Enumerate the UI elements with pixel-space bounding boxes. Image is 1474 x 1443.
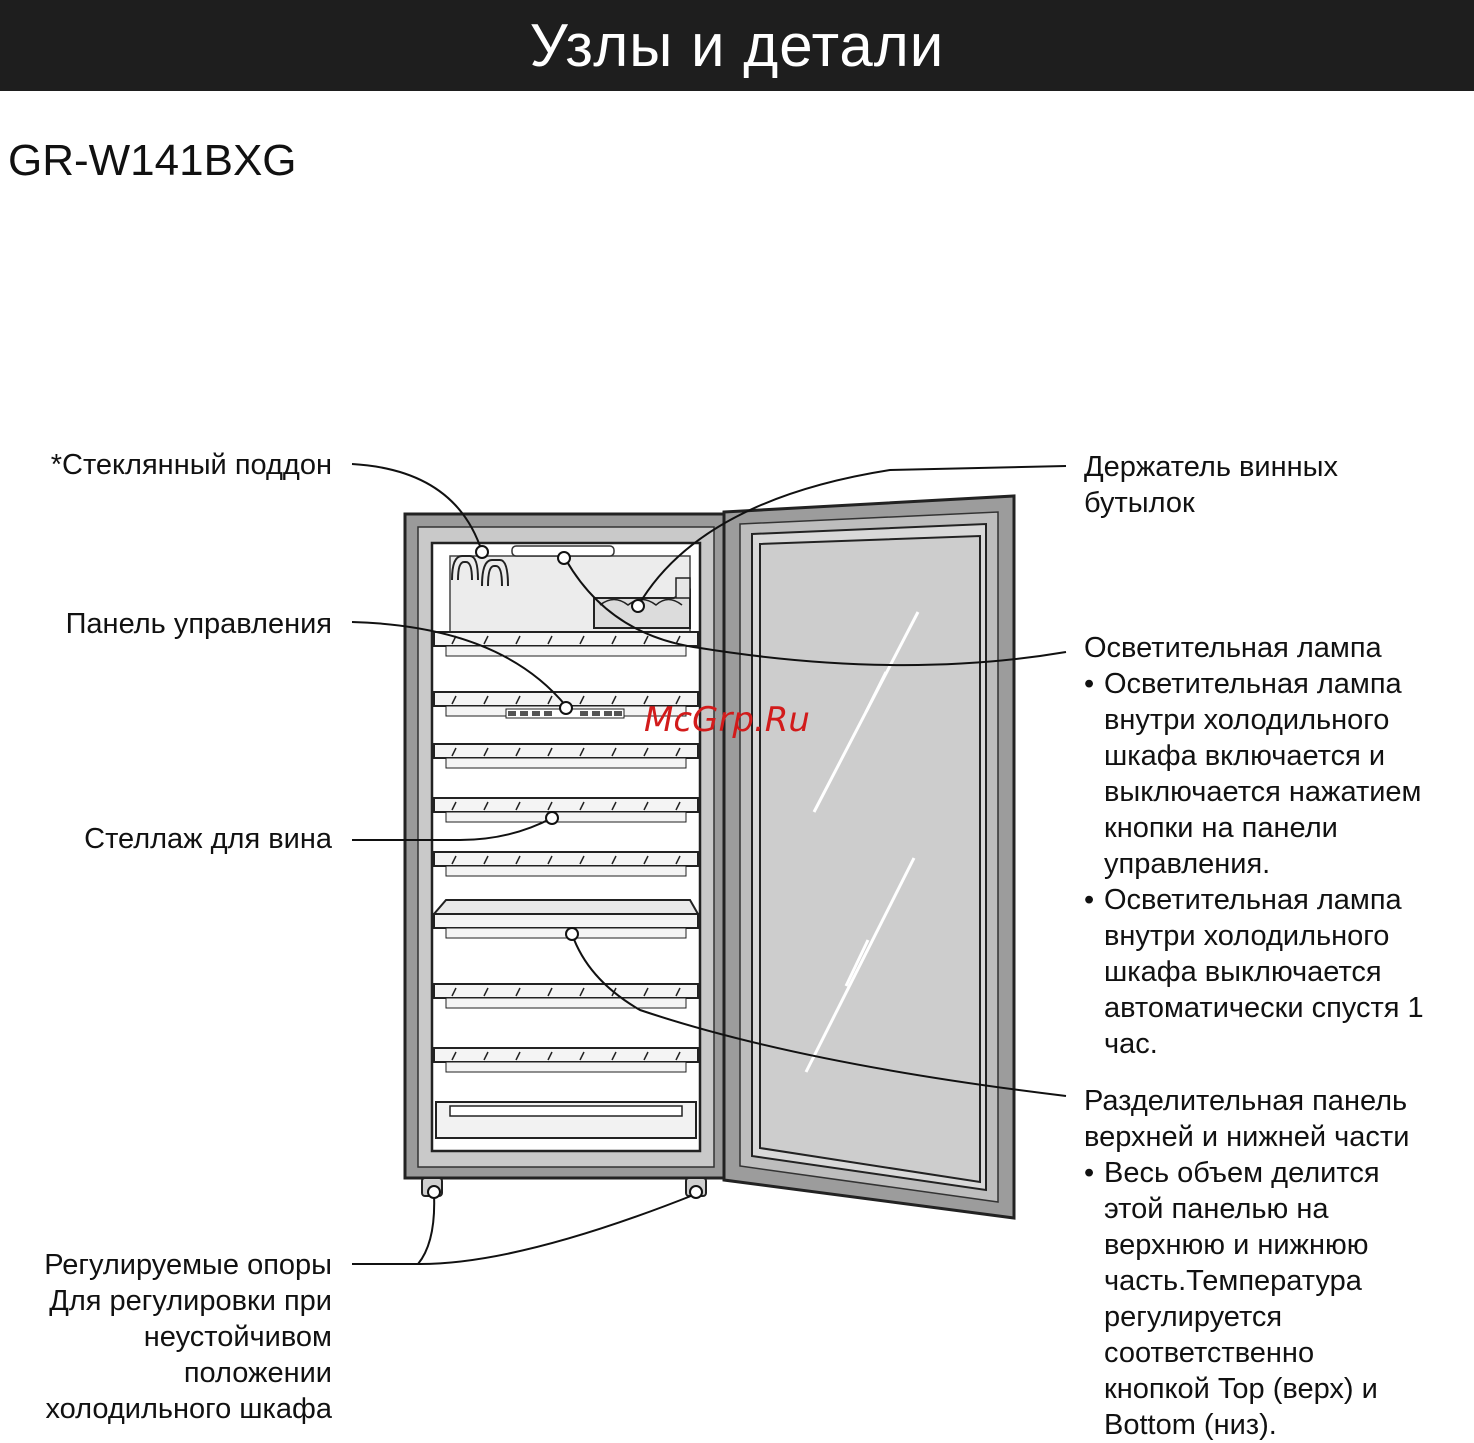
adjustable-feet-desc-1: Для регулировки при	[49, 1285, 332, 1317]
bottle-holder-line-2: бутылок	[1084, 487, 1195, 519]
page-title: Узлы и детали	[529, 12, 945, 79]
control-panel-label: Панель управления	[65, 608, 332, 640]
bottle-holder-label	[1084, 449, 1338, 521]
divider-panel-notes	[1084, 1155, 1470, 1443]
shelf-7	[434, 984, 698, 1008]
wine-rack-label: Стеллаж для вина	[84, 823, 332, 855]
model-number: GR-W141BXG	[8, 136, 297, 185]
adjustable-feet-title: Регулируемые опоры	[44, 1249, 332, 1281]
adjustable-feet	[422, 1178, 706, 1196]
divider-panel-note-1: • Весь объем делится этой панелью на верхнюю и нижнюю часть.Температура регулируется соответственно кнопкой Top (верх) и Bottom (низ).	[1084, 1155, 1470, 1443]
divider-panel-title-2: верхней и нижней части	[1084, 1121, 1410, 1153]
lamp-title: Осветительная лампа	[1084, 632, 1382, 664]
shelf-5	[434, 852, 698, 876]
shelf-4	[434, 798, 698, 822]
lamp-note-2: • Осветительная лампа внутри холодильного шкафа выключается автоматически спустя 1 час.	[1084, 882, 1470, 1062]
glass-tray-label: *Стеклянный поддон	[50, 449, 332, 481]
divider-panel-title-1: Разделительная панель	[1084, 1085, 1408, 1117]
lamp-notes	[1084, 666, 1470, 1062]
bottle-holder-line-1: Держатель винных	[1084, 451, 1338, 483]
divider-panel-label	[1084, 1083, 1409, 1155]
adjustable-feet-label	[4, 1247, 332, 1427]
adjustable-feet-desc-3: положении	[183, 1357, 332, 1389]
lamp-note-1: • Осветительная лампа внутри холодильного шкафа включается и выключается нажатием кнопки на панели управления.	[1084, 666, 1470, 882]
adjustable-feet-desc-4: холодильного шкафа	[45, 1393, 332, 1425]
shelf-8	[434, 1048, 698, 1072]
bottom-drawer	[436, 1102, 696, 1138]
adjustable-feet-desc-2: неустойчивом	[143, 1321, 332, 1353]
shelf-3	[434, 744, 698, 768]
open-door	[724, 496, 1014, 1218]
wine-shelves	[434, 632, 698, 1072]
shelf-1	[434, 632, 698, 656]
watermark: McGrp.Ru	[644, 700, 810, 740]
